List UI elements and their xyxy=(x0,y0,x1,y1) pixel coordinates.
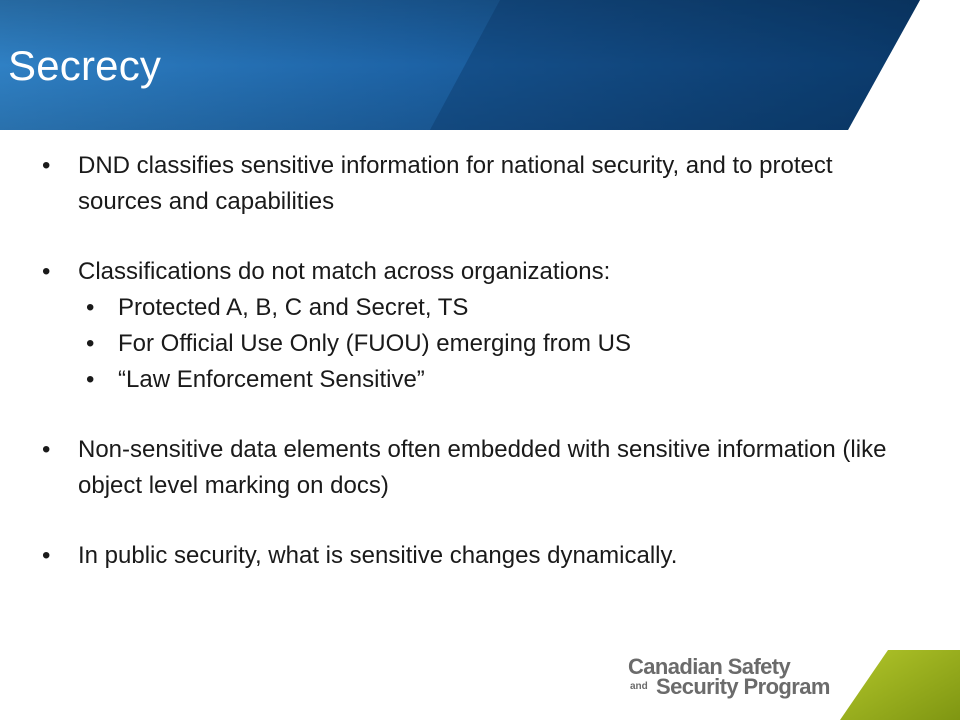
program-logo xyxy=(628,656,858,712)
green-corner-shape xyxy=(840,650,960,720)
bullet-text: In public security, what is sensitive changes dynamically. xyxy=(78,542,678,569)
bullet-dot: • xyxy=(42,258,51,285)
bullet-list xyxy=(42,148,922,574)
bullet-dot: • xyxy=(86,330,95,357)
sub-bullet-text: Protected A, B, C and Secret, TS xyxy=(118,294,469,321)
bullet-dot: • xyxy=(42,436,51,463)
bullet-item xyxy=(42,254,922,290)
logo-line2: Security Program xyxy=(656,674,830,699)
bullet-item xyxy=(42,432,922,504)
sub-bullet-item xyxy=(42,362,922,398)
slide-title: Secrecy xyxy=(8,42,162,89)
sub-bullet-text: “Law Enforcement Sensitive” xyxy=(118,366,425,393)
bullet-dot: • xyxy=(42,152,51,179)
header-band xyxy=(0,0,960,130)
bullet-text: Non-sensitive data elements often embedded with sensitive information (like object level marking on docs) xyxy=(78,436,887,499)
bullet-dot: • xyxy=(42,542,51,569)
sub-bullet-item xyxy=(42,326,922,362)
bullet-item xyxy=(42,148,922,220)
corner-accent xyxy=(840,650,960,720)
bullet-text: DND classifies sensitive information for national security, and to protect sources and capabilities xyxy=(78,152,833,215)
bullet-item xyxy=(42,538,922,574)
logo-line1: Canadian Safety xyxy=(628,654,791,679)
bullet-text: Classifications do not match across organizations: xyxy=(78,258,611,285)
sub-bullet-item xyxy=(42,290,922,326)
logo-and: and xyxy=(630,681,648,692)
sub-bullet-text: For Official Use Only (FUOU) emerging from US xyxy=(118,330,631,357)
bullet-dot: • xyxy=(86,294,95,321)
bullet-dot: • xyxy=(86,366,95,393)
